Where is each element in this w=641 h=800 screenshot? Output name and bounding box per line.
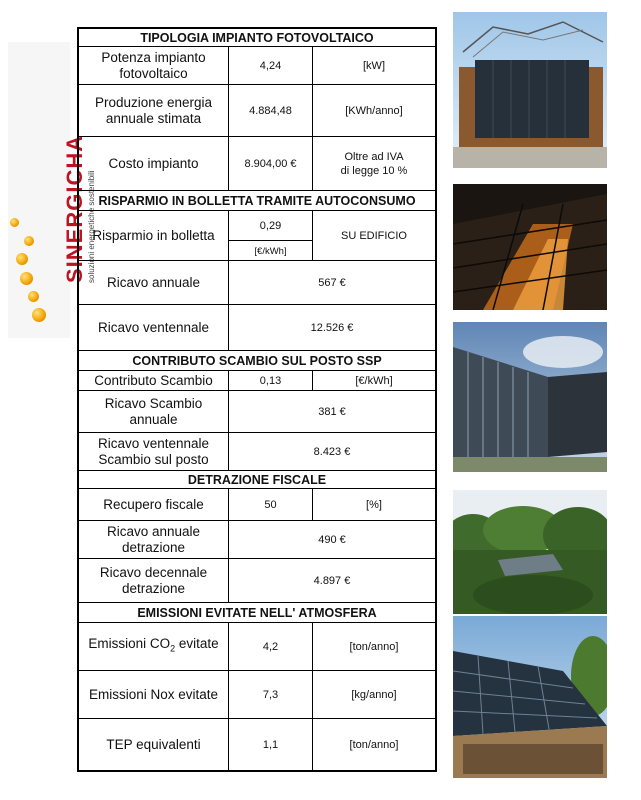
logo-sun-dot: [16, 253, 28, 265]
row-value: 4.897 €: [313, 574, 351, 587]
row-value: 381 €: [318, 405, 346, 418]
logo-sun-dot: [24, 236, 34, 246]
row-value: 0,29: [229, 211, 312, 241]
table-row: [79, 391, 435, 433]
logo-background: [8, 42, 70, 338]
row-label: Emissioni Nox evitate: [79, 671, 229, 718]
section-title: RISPARMIO IN BOLLETTA TRAMITE AUTOCONSUMO: [98, 193, 416, 208]
row-unit: [ton/anno]: [349, 640, 399, 653]
row-label: [79, 623, 229, 670]
row-value: 567 €: [318, 276, 346, 289]
table-row: [79, 85, 435, 137]
row-label: Ricavo decennale detrazione: [79, 559, 229, 602]
row-label: Ricavo annuale detrazione: [79, 521, 229, 558]
section-title: TIPOLOGIA IMPIANTO FOTOVOLTAICO: [140, 30, 374, 45]
row-value: 490 €: [318, 533, 346, 546]
row-value: 4,24: [229, 47, 313, 84]
table-row: [79, 719, 435, 770]
table-row: [79, 47, 435, 85]
glass-building-photo: [453, 322, 607, 472]
row-label: Produzione energia annuale stimata: [79, 85, 229, 136]
row-unit: [313, 137, 435, 190]
co2-label-post: evitate: [175, 636, 219, 652]
row-value: 0,13: [229, 371, 313, 390]
row-label: Ricavo ventennale: [79, 305, 229, 350]
row-label: Ricavo ventennale Scambio sul posto: [79, 433, 229, 470]
section-header: [79, 29, 435, 47]
vat-note-line2: di legge 10 %: [340, 164, 408, 177]
table-row: [79, 211, 435, 261]
row-unit: [€/kWh]: [355, 374, 393, 387]
row-note: SU EDIFICIO: [340, 229, 407, 242]
solar-panel-closeup-photo: [453, 184, 607, 310]
logo-sun-dot: [32, 308, 46, 322]
row-subunit: [€/kWh]: [254, 246, 287, 257]
table-row: [79, 559, 435, 603]
co2-label-pre: Emissioni CO: [88, 636, 171, 652]
section-header: [79, 471, 435, 489]
logo-sun-dot: [10, 218, 19, 227]
row-value: 4.884,48: [229, 85, 313, 136]
row-label: Contributo Scambio: [79, 371, 229, 390]
row-unit: [kW]: [363, 59, 385, 72]
table-row: [79, 433, 435, 471]
row-value: 7,3: [229, 671, 313, 718]
row-value: 8.904,00 €: [229, 137, 313, 190]
table-row: [79, 489, 435, 521]
row-unit: [KWh/anno]: [345, 104, 403, 117]
section-header: [79, 603, 435, 623]
logo-sun-dot: [28, 291, 39, 302]
table-row: [79, 305, 435, 351]
table-row: [79, 261, 435, 305]
table-row: [79, 137, 435, 191]
table-row: [79, 371, 435, 391]
logo-brand-text: SINERGICHA: [62, 134, 87, 283]
row-unit: [kg/anno]: [351, 688, 397, 701]
row-label: TEP equivalenti: [79, 719, 229, 770]
row-label: Costo impianto: [79, 137, 229, 190]
solar-roof-house-photo: [453, 616, 607, 778]
row-value: 1,1: [229, 719, 313, 770]
logo-tagline: soluzioni energetiche sostenibili: [87, 170, 96, 283]
row-value: 50: [229, 489, 313, 520]
forest-rooftop-photo: [453, 490, 607, 614]
section-header: [79, 191, 435, 211]
photovoltaic-summary-table: [77, 27, 437, 772]
section-title: DETRAZIONE FISCALE: [187, 472, 327, 487]
section-header: [79, 351, 435, 371]
row-label: Ricavo annuale: [79, 261, 229, 304]
co2-label-sub: 2: [170, 643, 176, 654]
building-facade-photo: [453, 12, 607, 168]
table-row: [79, 671, 435, 719]
row-value: 4,2: [229, 623, 313, 670]
vat-note-line1: Oltre ad IVA: [344, 150, 404, 163]
row-unit: [%]: [366, 498, 382, 511]
section-title: CONTRIBUTO SCAMBIO SUL POSTO SSP: [132, 353, 382, 368]
row-value-split: [229, 211, 313, 260]
row-label: Potenza impianto fotovoltaico: [79, 47, 229, 84]
row-label: Recupero fiscale: [79, 489, 229, 520]
row-label: Ricavo Scambio annuale: [79, 391, 229, 432]
row-unit: [ton/anno]: [349, 738, 399, 751]
section-title: EMISSIONI EVITATE NELL' ATMOSFERA: [137, 605, 377, 620]
table-row: [79, 521, 435, 559]
logo-sun-dot: [20, 272, 33, 285]
row-label: Risparmio in bolletta: [79, 211, 229, 260]
table-row: [79, 623, 435, 671]
row-value: 8.423 €: [313, 445, 351, 458]
company-logo: [2, 28, 96, 338]
row-value: 12.526 €: [310, 321, 354, 334]
